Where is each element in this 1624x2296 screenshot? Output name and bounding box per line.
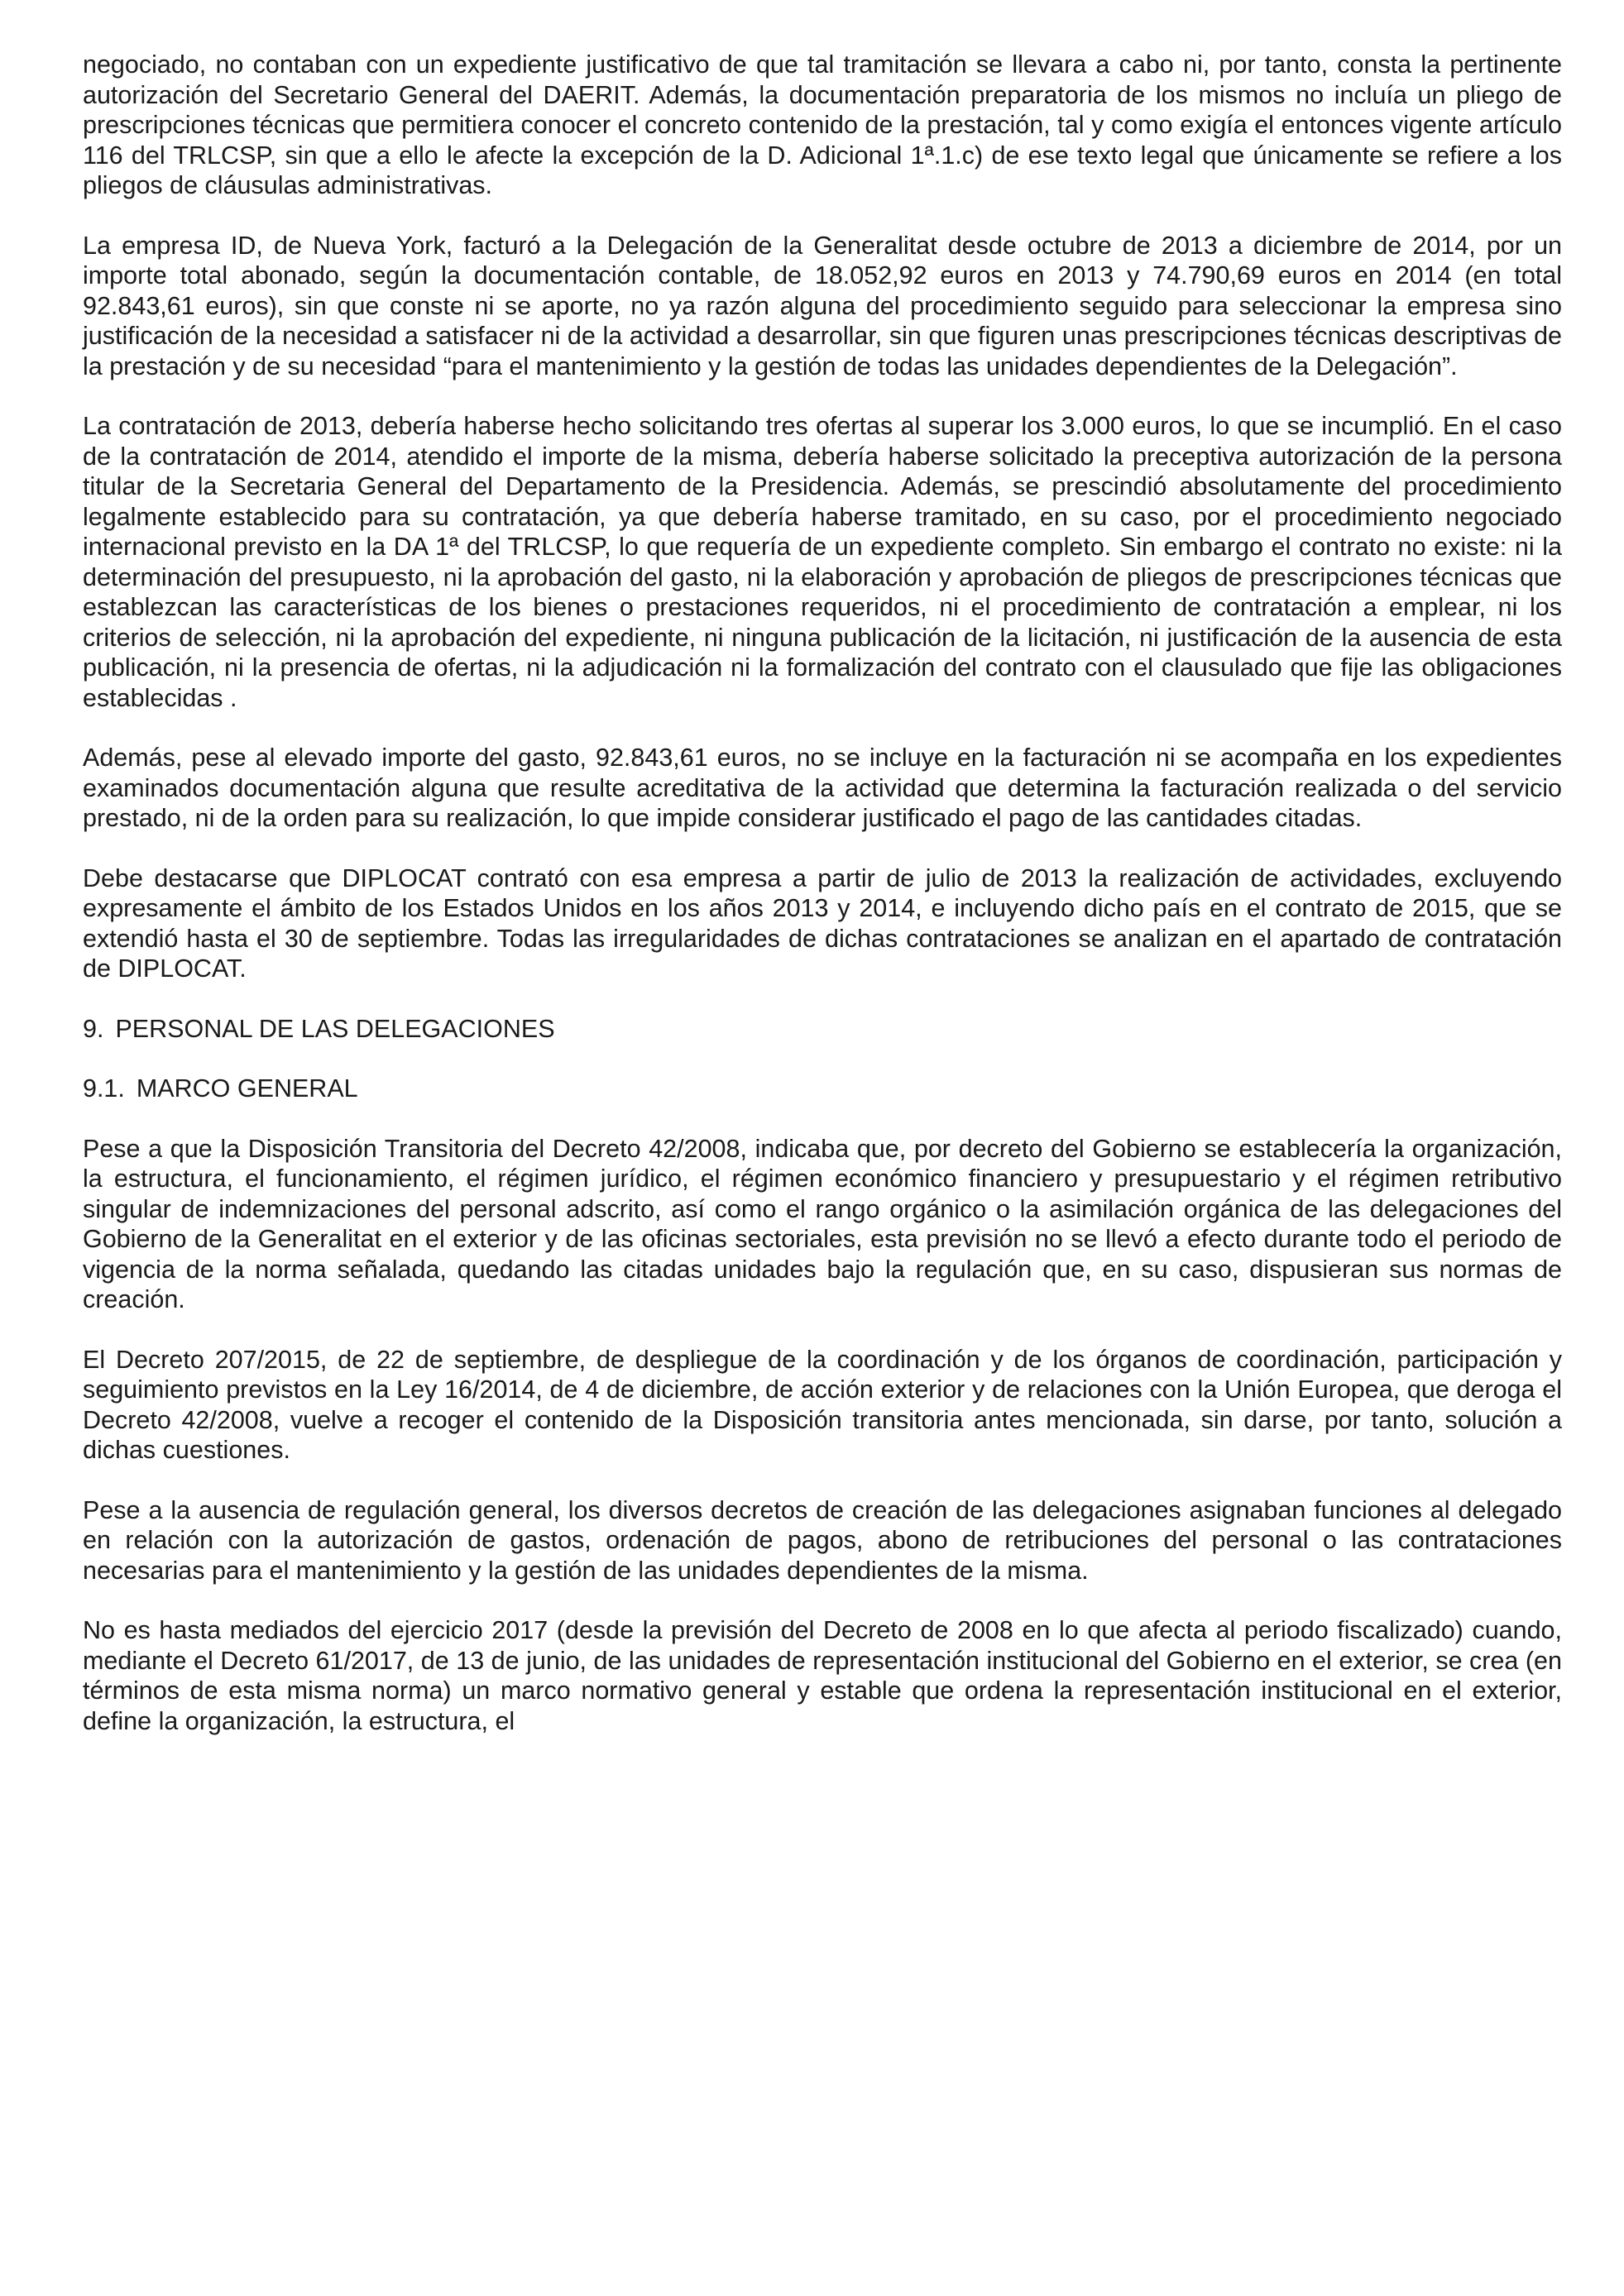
paragraph-empresa-id: La empresa ID, de Nueva York, facturó a la Delegación de la Generalitat desde octubre de 2013 a diciembre de 2014, por un importe total abonado, según la documentación contable, de 18.052,92 euros en 2013 y 74.790,69 euros en 2014 (en total 92.843,61 euros), sin que conste ni se aporte, no ya razón alguna del procedimiento seguido para seleccionar la empresa sino justificación de la necesidad a satisfacer ni de la actividad a desarrollar, sin que figuren unas prescripciones técnicas descriptivas de la prestación y de su necesidad “para el mantenimiento y la gestión de todas las unidades dependientes de la Delegación”. <box>83 231 1562 380</box>
paragraph-decreto-207-2015: El Decreto 207/2015, de 22 de septiembre, de despliegue de la coordinación y de los órganos de coordinación, participación y seguimiento previstos en la Ley 16/2014, de 4 de diciembre, de acción exterior y de relaciones con la Unión Europea, que deroga el Decreto 42/2008, vuelve a recoger el contenido de la Disposición transitoria antes mencionada, sin darse, por tanto, solución a dichas cuestiones. <box>83 1345 1562 1464</box>
subsection-heading <box>83 1074 1562 1104</box>
section-title: PERSONAL DE LAS DELEGACIONES <box>115 1014 555 1043</box>
section-number: 9. <box>83 1014 104 1043</box>
document-page <box>83 50 1562 1766</box>
section-heading <box>83 1014 1562 1045</box>
subsection-title: MARCO GENERAL <box>136 1074 358 1103</box>
paragraph-decreto-61-2017: No es hasta mediados del ejercicio 2017 (desde la previsión del Decreto de 2008 en lo que afecta al periodo fiscalizado) cuando, mediante el Decreto 61/2017, de 13 de junio, de las unidades de representación institucional del Gobierno en el exterior, se crea (en términos de esta misma norma) un marco normativo general y estable que ordena la representación institucional en el exterior, define la organización, la estructura, el <box>83 1616 1562 1735</box>
paragraph-negociado: negociado, no contaban con un expediente justificativo de que tal tramitación se llevara a cabo ni, por tanto, consta la pertinente autorización del Secretario General del DAERIT. Además, la documentación preparatoria de los mismos no incluía un pliego de prescripciones técnicas que permitiera conocer el concreto contenido de la prestación, tal y como exigía el entonces vigente artículo 116 del TRLCSP, sin que a ello le afecte la excepción de la D. Adicional 1ª.1.c) de ese texto legal que únicamente se refiere a los pliegos de cláusulas administrativas. <box>83 50 1562 199</box>
subsection-number: 9.1. <box>83 1074 125 1103</box>
paragraph-diplocat: Debe destacarse que DIPLOCAT contrató con esa empresa a partir de julio de 2013 la realización de actividades, excluyendo expresamente el ámbito de los Estados Unidos en los años 2013 y 2014, e incluyendo dicho país en el contrato de 2015, que se extendió hasta el 30 de septiembre. Todas las irregularidades de dichas contrataciones se analizan en el apartado de contratación de DIPLOCAT. <box>83 863 1562 983</box>
paragraph-contratacion-2013: La contratación de 2013, debería haberse hecho solicitando tres ofertas al superar los 3.000 euros, lo que se incumplió. En el caso de la contratación de 2014, atendido el importe de la misma, debería haberse solicitado la preceptiva autorización de la persona titular de la Secretaria General del Departamento de la Presidencia. Además, se prescindió absolutamente del procedimiento legalmente establecido para su contratación, ya que debería haberse tramitado, en su caso, por el procedimiento negociado internacional previsto en la DA 1ª del TRLCSP, lo que requería de un expediente completo. Sin embargo el contrato no existe: ni la determinación del presupuesto, ni la aprobación del gasto, ni la elaboración y aprobación de pliegos de prescripciones técnicas que establezcan las características de los bienes o prestaciones requeridos, ni el procedimiento de contratación a emplear, ni los criterios de selección, ni la aprobación del expediente, ni ninguna publicación de la licitación, ni justificación de la ausencia de esta publicación, ni la presencia de ofertas, ni la adjudicación ni la formalización del contrato con el clausulado que fije las obligaciones establecidas . <box>83 412 1562 712</box>
paragraph-ausencia-regulacion: Pese a la ausencia de regulación general, los diversos decretos de creación de las delegaciones asignaban funciones al delegado en relación con la autorización de gastos, ordenación de pagos, abono de retribuciones del personal o las contrataciones necesarias para el mantenimiento y la gestión de las unidades dependientes de la misma. <box>83 1495 1562 1585</box>
paragraph-importe-gasto: Además, pese al elevado importe del gasto, 92.843,61 euros, no se incluye en la facturación ni se acompaña en los expedientes examinados documentación alguna que resulte acreditativa de la actividad que determina la facturación realizada o del servicio prestado, ni de la orden para su realización, lo que impide considerar justificado el pago de las cantidades citadas. <box>83 744 1562 832</box>
paragraph-disposicion-transitoria: Pese a que la Disposición Transitoria del Decreto 42/2008, indicaba que, por decreto del Gobierno se establecería la organización, la estructura, el funcionamiento, el régimen jurídico, el régimen económico financiero y presupuestario y el régimen retributivo singular de indemnizaciones del personal adscrito, así como el rango orgánico o la asimilación orgánica de las delegaciones del Gobierno de la Generalitat en el exterior y de las oficinas sectoriales, esta previsión no se llevó a efecto durante todo el periodo de vigencia de la norma señalada, quedando las citadas unidades bajo la regulación que, en su caso, dispusieran sus normas de creación. <box>83 1134 1562 1313</box>
